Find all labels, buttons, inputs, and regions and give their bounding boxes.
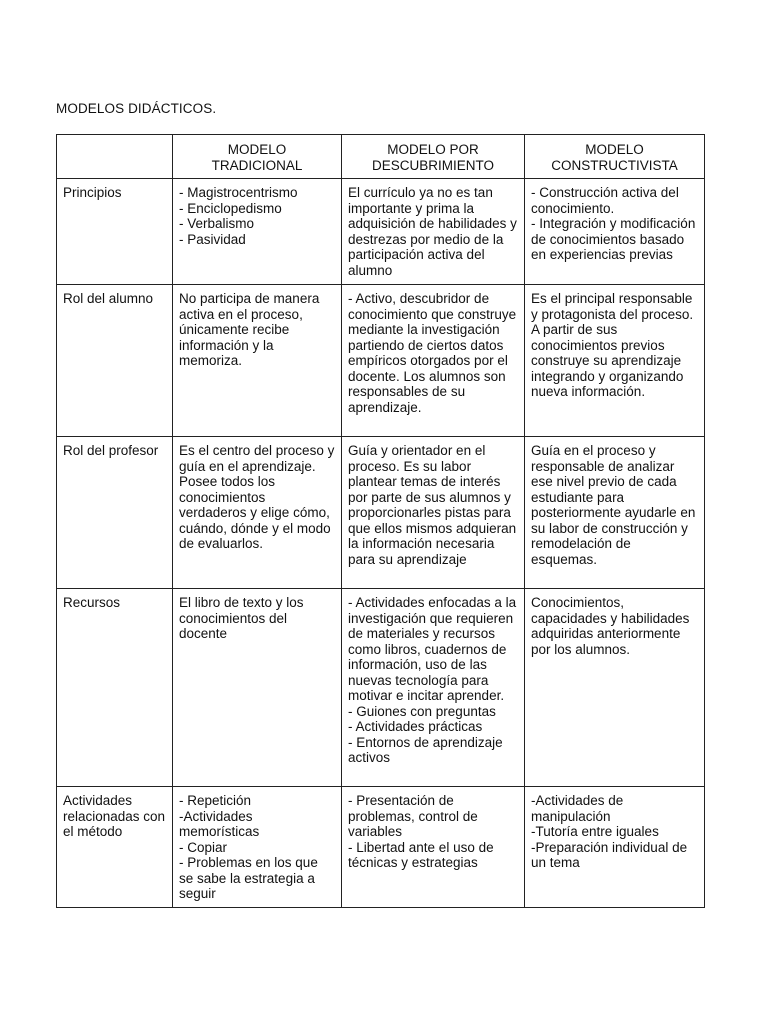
table-cell: Guía y orientador en el proceso. Es su labor plantear temas de interés por parte de sus alumnos y proporcionarles pistas para que ellos mismos adquieran la información necesaria para su aprendizaje: [342, 437, 525, 589]
header-modelo-constructivista: [525, 135, 705, 179]
table-cell: -Actividades de manipulación -Tutoría entre iguales -Preparación individual de un tema: [525, 787, 705, 908]
header-modelo-descubrimiento: [342, 135, 525, 179]
table-cell: El libro de texto y los conocimientos del docente: [173, 589, 342, 787]
table-row: [57, 437, 705, 589]
table-cell: - Repetición -Actividades memorísticas - Copiar - Problemas en los que se sabe la estrategia a seguir: [173, 787, 342, 908]
table-cell: - Magistrocentrismo - Enciclopedismo - Verbalismo - Pasividad: [173, 179, 342, 285]
document-title: MODELOS DIDÁCTICOS.: [56, 101, 217, 116]
header-label: MODELO CONSTRUCTIVISTA: [551, 142, 678, 173]
row-label-rol-alumno: Rol del alumno: [57, 285, 173, 437]
didactic-models-table: [56, 134, 705, 908]
table-row: [57, 179, 705, 285]
table-cell: Es el principal responsable y protagonista del proceso. A partir de sus conocimientos previos construye su aprendizaje integrando y organizando nueva información.: [525, 285, 705, 437]
row-label-rol-profesor: Rol del profesor: [57, 437, 173, 589]
table-header-row: [57, 135, 705, 179]
table-row: [57, 787, 705, 908]
table-cell: - Construcción activa del conocimiento. - Integración y modificación de conocimientos basado en experiencias previas: [525, 179, 705, 285]
table-cell: - Actividades enfocadas a la investigación que requieren de materiales y recursos como libros, cuadernos de información, uso de las nuevas tecnología para motivar e incitar aprender. - Guiones con preguntas - Actividades prácticas - Entornos de aprendizaje activos: [342, 589, 525, 787]
table-row: [57, 589, 705, 787]
header-label: MODELO POR DESCUBRIMIENTO: [371, 142, 494, 173]
header-modelo-tradicional: [173, 135, 342, 179]
table-cell: No participa de manera activa en el proceso, únicamente recibe información y la memoriza.: [173, 285, 342, 437]
table-cell: El currículo ya no es tan importante y prima la adquisición de habilidades y destrezas por medio de la participación activa del alumno: [342, 179, 525, 285]
row-label-principios: Principios: [57, 179, 173, 285]
header-label: MODELO TRADICIONAL: [211, 142, 303, 173]
table-cell: - Activo, descubridor de conocimiento que construye mediante la investigación partiendo de ciertos datos empíricos otorgados por el docente. Los alumnos son responsables de su aprendizaje.: [342, 285, 525, 437]
table-cell: Es el centro del proceso y guía en el aprendizaje. Posee todos los conocimientos verdaderos y elige cómo, cuándo, dónde y el modo de evaluarlos.: [173, 437, 342, 589]
table-cell: Guía en el proceso y responsable de analizar ese nivel previo de cada estudiante para posteriormente ayudarle en su labor de construcción y remodelación de esquemas.: [525, 437, 705, 589]
table-cell: Conocimientos, capacidades y habilidades adquiridas anteriormente por los alumnos.: [525, 589, 705, 787]
header-empty-cell: [57, 135, 173, 179]
table-row: [57, 285, 705, 437]
row-label-recursos: Recursos: [57, 589, 173, 787]
table-cell: - Presentación de problemas, control de variables - Libertad ante el uso de técnicas y estrategias: [342, 787, 525, 908]
row-label-actividades: Actividades relacionadas con el método: [57, 787, 173, 908]
